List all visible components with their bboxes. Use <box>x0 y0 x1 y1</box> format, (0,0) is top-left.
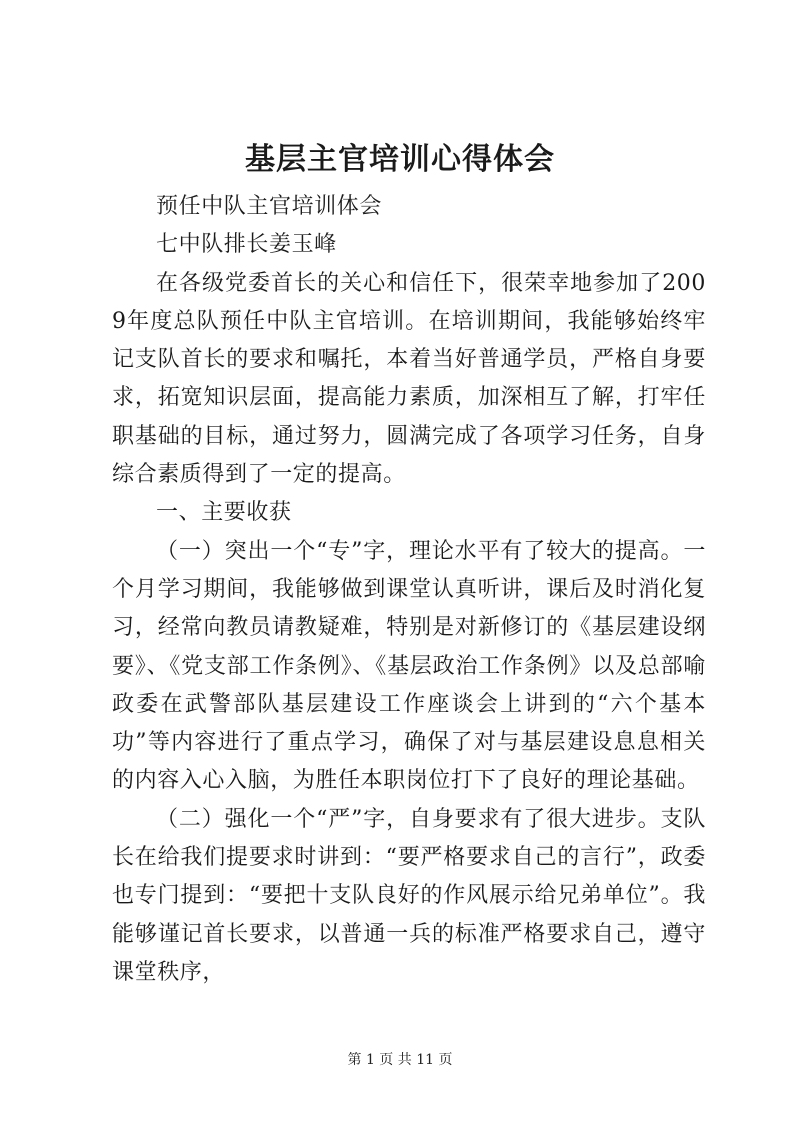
body-paragraph: （二）强化一个“严”字，自身要求有了很大进步。支队长在给我们提要求时讲到：“要严格要求自己的言行”，政委也专门提到：“要把十支队良好的作风展示给兄弟单位”。我能够谨记首长要求，以普通一兵的标准严格要求自己，遵守课堂秩序， <box>112 806 706 985</box>
document-body <box>112 188 706 992</box>
intro-paragraph: 在各级党委首长的关心和信任下，很荣幸地参加了2009年度总队预任中队主官培训。在培训期间，我能够始终牢记支队首长的要求和嘱托，本着当好普通学员，严格自身要求，拓宽知识层面，提高能力素质，加深相互了解，打牢任职基础的目标，通过努力，圆满完成了各项学习任务，自身综合素质得到了一定的提高。 <box>112 270 706 488</box>
subtitle-paragraph: 预任中队主官培训体会 <box>156 194 383 219</box>
section-heading: 一、主要收获 <box>156 500 292 526</box>
document-title: 基层主官培训心得体会 <box>245 142 555 177</box>
body-paragraph: （一）突出一个“专”字，理论水平有了较大的提高。一个月学习期间，我能够做到课堂认真听讲，课后及时消化复习，经常向教员请教疑难，特别是对新修订的《基层建设纲要》、《党支部工作条例》、《基层政治工作条例》以及总部喻政委在武警部队基层建设工作座谈会上讲到的“六个基本功”等内容进行了重点学习，确保了对与基层建设息息相关的内容入心入脑，为胜任本职岗位打下了良好的理论基础。 <box>112 538 706 794</box>
page-footer: 第 1 页 共 11 页 <box>347 1052 453 1068</box>
author-paragraph: 七中队排长姜玉峰 <box>156 232 337 258</box>
